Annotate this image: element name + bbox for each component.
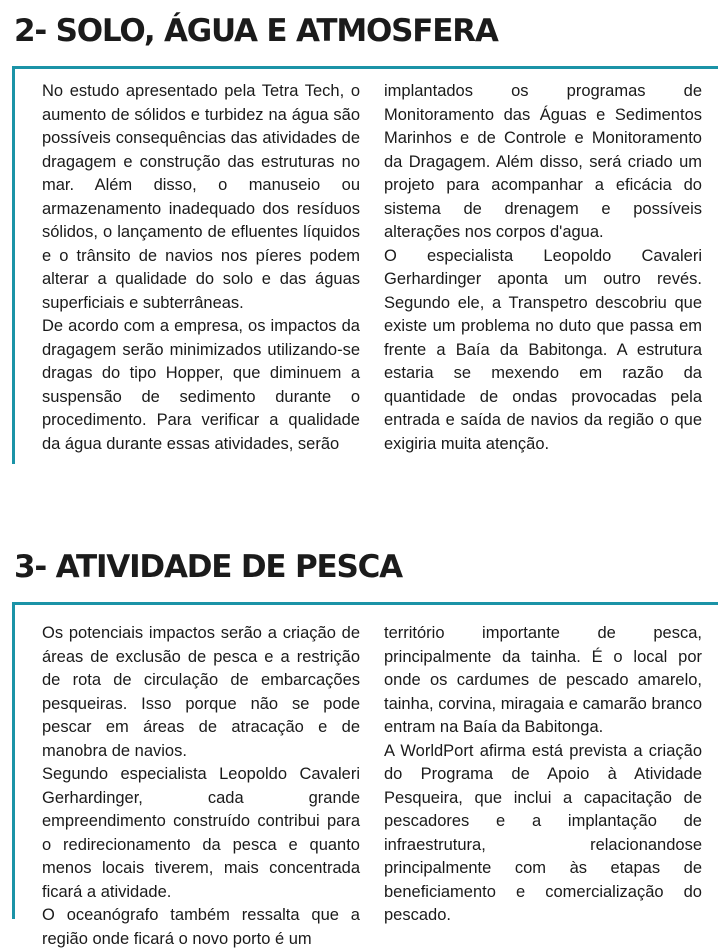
section-side-rule bbox=[12, 66, 15, 464]
article-paragraph: Segundo especialista Leopoldo Cavaleri Gerhardinger, cada grande empreendimento construído contribui para o redirecionamento da pesca e quanto menos locais tiverem, mais concentrada ficará a atividade. bbox=[42, 765, 360, 901]
section-heading-solo-agua-atmosfera: 2- SOLO, ÁGUA E ATMOSFERA bbox=[14, 13, 498, 49]
section-top-rule bbox=[12, 66, 718, 69]
section-side-rule bbox=[12, 602, 15, 919]
article-column-right bbox=[384, 80, 702, 456]
article-paragraph: território importante de pesca, principalmente da tainha. É o local por onde os cardumes de pescado amarelo, tainha, corvina, miragaia e camarão branco entram na Baía da Babitonga. bbox=[384, 624, 702, 736]
article-column-left bbox=[42, 80, 360, 456]
article-paragraph: De acordo com a empresa, os impactos da dragagem serão minimizados utilizando-se dragas do tipo Hopper, que diminuem a suspensão de sedimento durante o procedimento. Para verificar a qualidade da água durante essas atividades, serão bbox=[42, 317, 360, 453]
article-column-left bbox=[42, 622, 360, 951]
section-top-rule bbox=[12, 602, 718, 605]
section-heading-atividade-de-pesca: 3- ATIVIDADE DE PESCA bbox=[14, 549, 402, 585]
article-paragraph: Os potenciais impactos serão a criação de áreas de exclusão de pesca e a restrição de rota de circulação de embarcações pesqueiras. Isso porque não se pode pescar em áreas de atracação e de manobra de navios. bbox=[42, 624, 360, 760]
article-paragraph: implantados os programas de Monitoramento das Águas e Sedimentos Marinhos e de Controle e Monitoramento da Dragagem. Além disso, será criado um projeto para acompanhar a eficácia do sistema de drenagem e possíveis alterações nos corpos d'agua. bbox=[384, 82, 702, 241]
article-paragraph: O especialista Leopoldo Cavaleri Gerhardinger aponta um outro revés. Segundo ele, a Transpetro descobriu que existe um problema no duto que passa em frente a Baía da Babitonga. A estrutura estaria se mexendo em razão da quantidade de ondas provocadas pela entrada e saída de navios da região o que exigiria muita atenção. bbox=[384, 246, 702, 453]
article-paragraph: No estudo apresentado pela Tetra Tech, o aumento de sólidos e turbidez na água são possíveis consequências das atividades de dragagem e construção das estruturas no mar. Além disso, o manuseio ou armazenamento inadequado dos resíduos sólidos, o lançamento de efluentes líquidos e o trânsito de navios nos píeres podem alterar a qualidade do solo e das águas superficiais e subterrâneas. bbox=[42, 82, 360, 312]
article-paragraph: A WorldPort afirma está prevista a criação do Programa de Apoio à Atividade Pesqueira, que inclui a capacitação de pescadores e a implantação de infraestrutura, relacionandose principalmente com às etapas de beneficiamento e comercialização do pescado. bbox=[384, 741, 702, 924]
article-paragraph: O oceanógrafo também ressalta que a região onde ficará o novo porto é um bbox=[42, 906, 360, 948]
article-column-right bbox=[384, 622, 702, 928]
